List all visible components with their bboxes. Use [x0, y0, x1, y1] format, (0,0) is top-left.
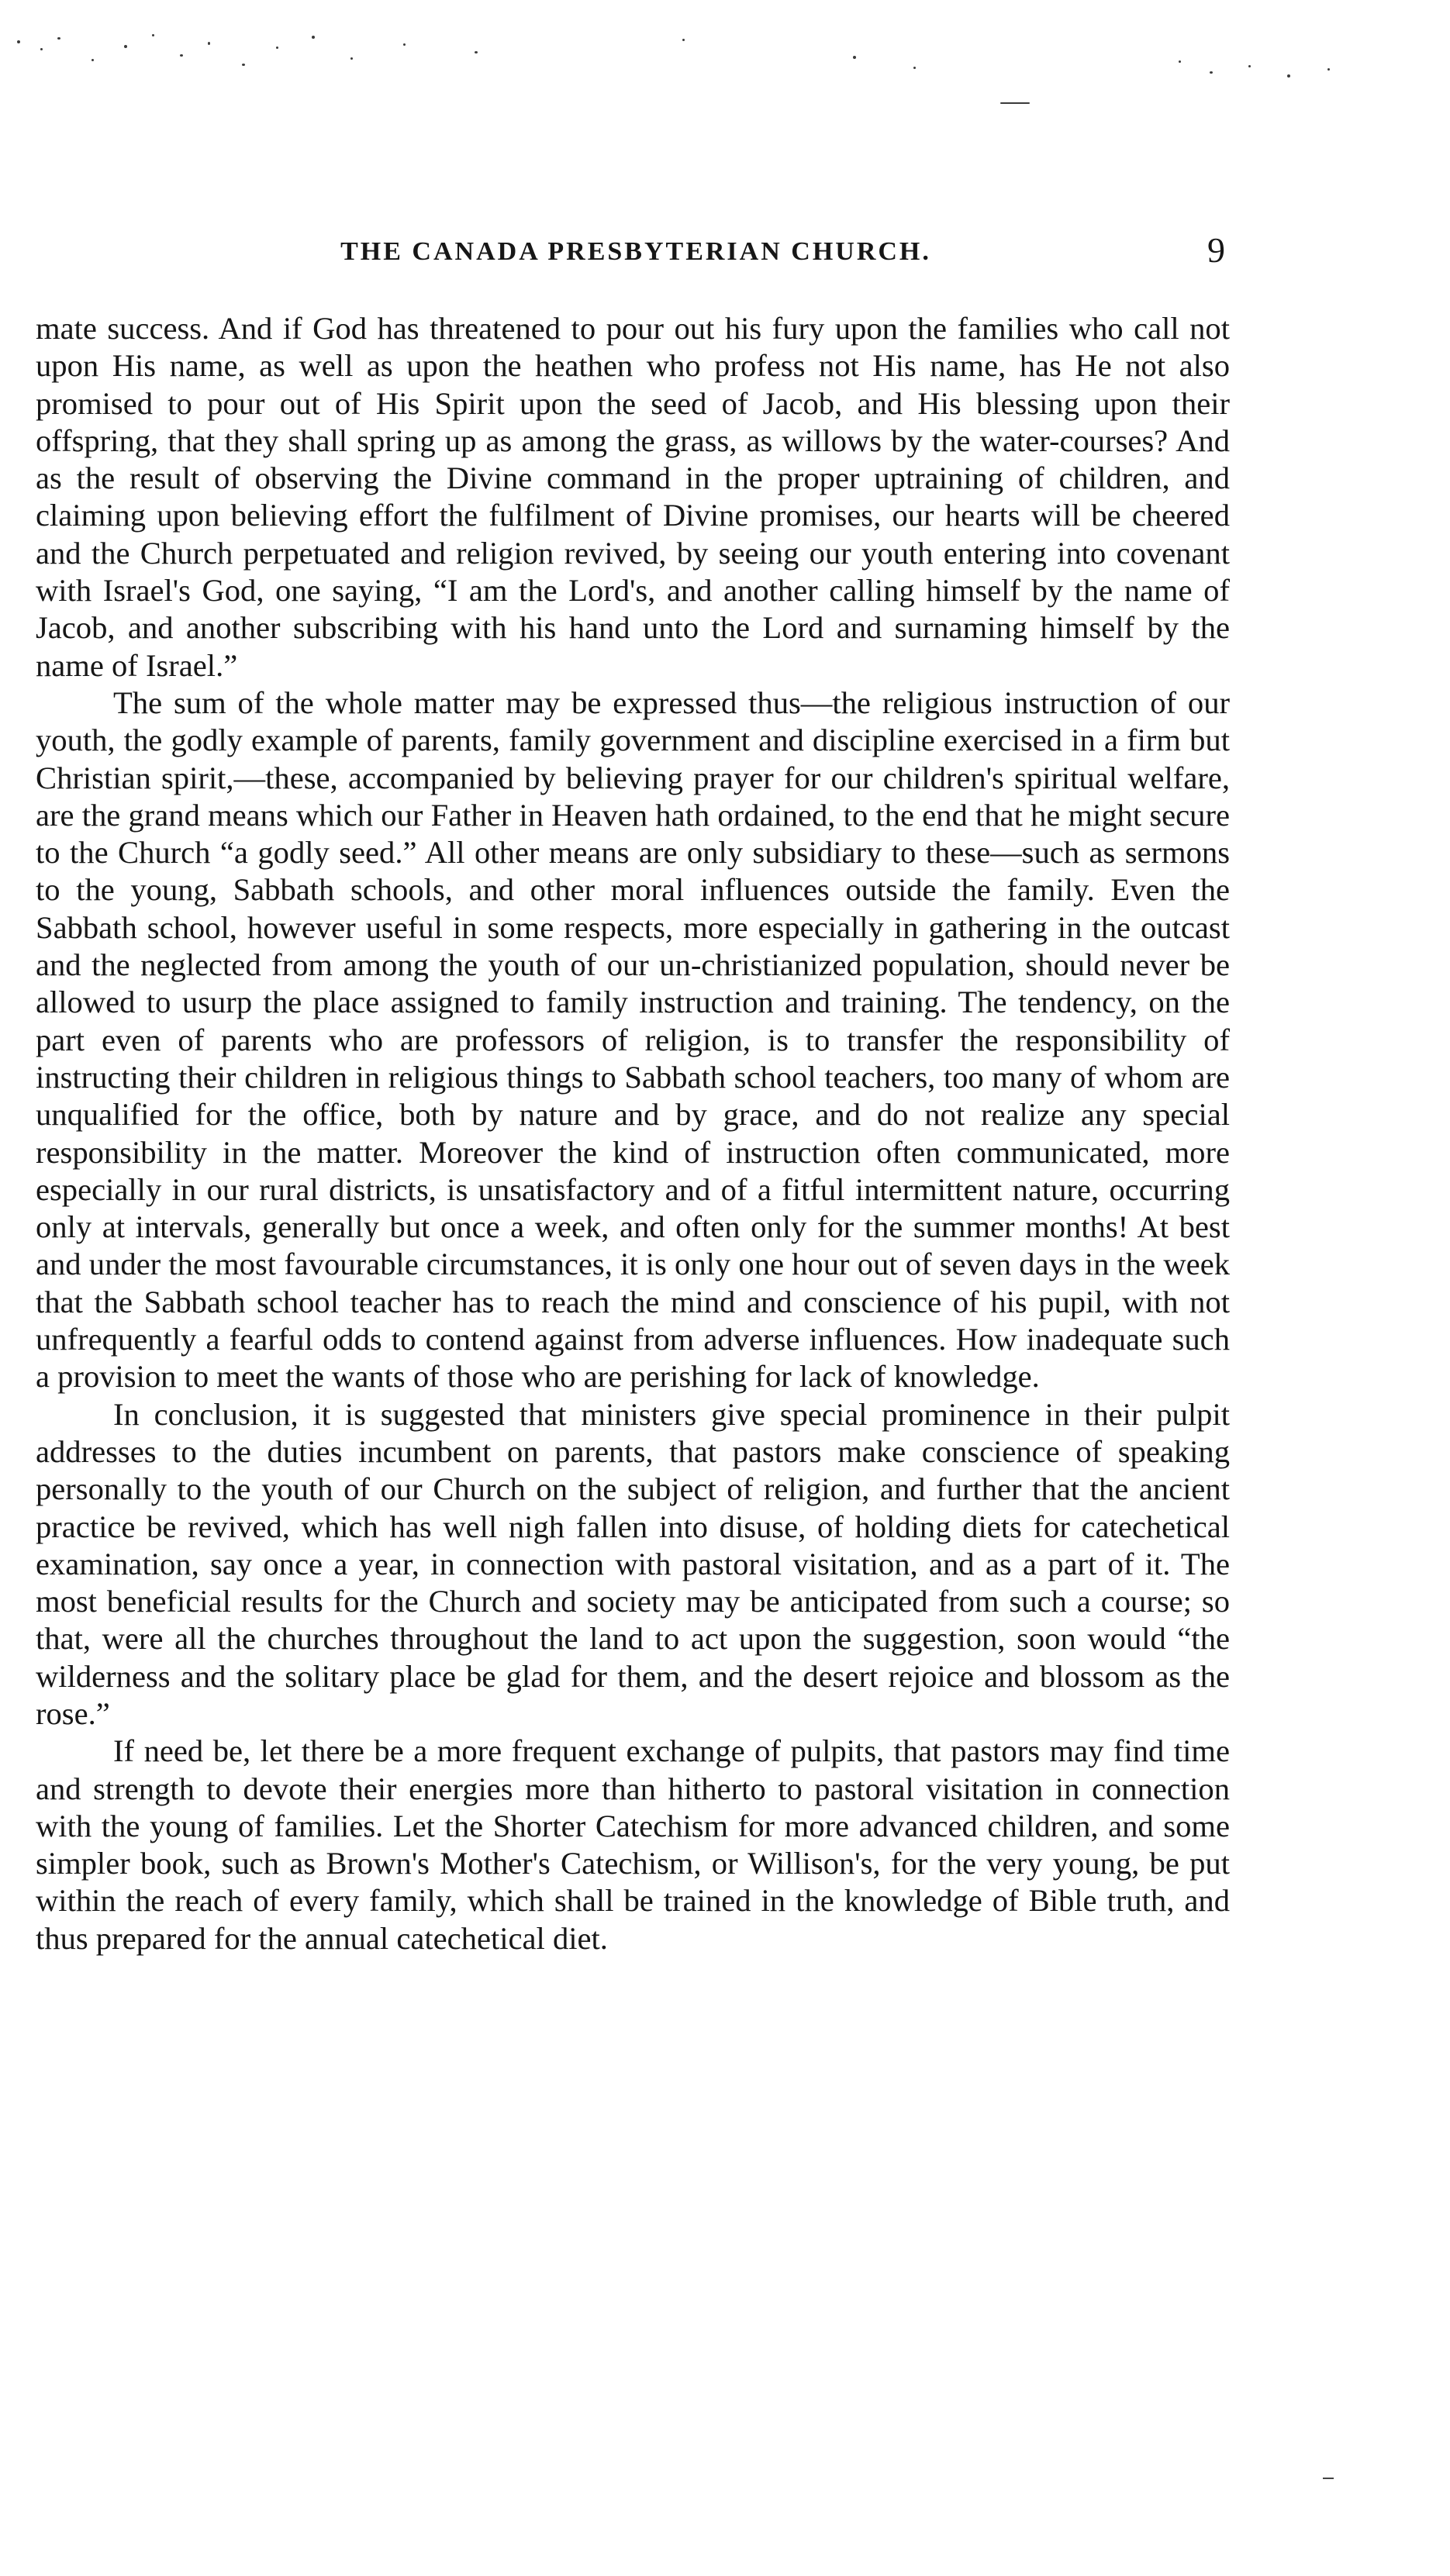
paragraph-continued: mate success. And if God has threatened to pour out his fury upon the families who call not upon His name, as well as upon the heathen who profess not His name, has He not also promised to pour out of His Spirit upon the seed of Jacob, and His blessing upon their offspring, that they shall spring up as among the grass, as willows by the water-courses? And as the result of observing the Divine command in the proper uptraining of children, and claiming upon believing effort the fulfilment of Divine promises, our hearts will be cheered and the Church perpetuated and religion revived, by seeing our youth entering into covenant with Israel's God, one saying, “I am the Lord's, and another calling himself by the name of Jacob, and another subscribing with his hand unto the Lord and surnaming himself by the name of Israel.”: [36, 311, 1230, 683]
page-header: [47, 229, 1225, 276]
paragraph: The sum of the whole matter may be expressed thus—the religious instruction of our youth, the godly example of parents, family government and discipline exercised in a firm but Christian spirit,—these, accompanied by believing prayer for our children's spiritual welfare, are the grand means which our Father in Heaven hath ordained, to the end that he might secure to the Church “a godly seed.” All other means are only subsidiary to these—such as sermons to the young, Sabbath schools, and other moral influences outside the family. Even the Sabbath school, however useful in some respects, more especially in gathering in the outcast and the neglected from among the youth of our un-christianized population, should never be allowed to usurp the place assigned to family instruction and training. The tendency, on the part even of parents who are professors of religion, is to transfer the responsibility of instructing their children in religious things to Sabbath school teachers, too many of whom are unqualified for the office, both by nature and by grace, and do not realize any special responsibility in the matter. Moreover the kind of instruction often communicated, more especially in our rural districts, is unsatisfactory and of a fitful intermittent nature, occurring only at intervals, generally but once a week, and often only for the summer months! At best and under the most favourable circumstances, it is only one hour out of seven days in the week that the Sabbath school teacher has to reach the mind and conscience of his pupil, with not unfrequently a fearful odds to contend against from adverse influences. How inadequate such a provision to meet the wants of those who are perishing for lack of knowledge.: [36, 685, 1230, 1395]
paragraph: If need be, let there be a more frequent exchange of pulpits, that pastors may find time and strength to devote their energies more than hitherto to pastoral visitation in connection with the young of families. Let the Shorter Catechism for more advanced children, and some simpler book, such as Brown's Mother's Catechism, or Willison's, for the very young, be put within the reach of every family, which shall be trained in the knowledge of Bible truth, and thus prepared for the annual catechetical diet.: [36, 1733, 1230, 1956]
paragraph: In conclusion, it is suggested that ministers give special prominence in their pulpit addresses to the duties incumbent on parents, that pastors make conscience of speaking personally to the youth of our Church on the subject of religion, and further that the ancient practice be revived, which has well nigh fallen into disuse, of holding diets for catechetical examination, say once a year, in connection with pastoral visitation, and as a part of it. The most beneficial results for the Church and society may be anticipated from such a course; so that, were all the churches throughout the land to act upon the suggestion, soon would “the wilderness and the solitary place be glad for them, and the desert rejoice and blossom as the rose.”: [36, 1396, 1230, 1731]
body-text: [36, 310, 1230, 1957]
running-head: THE CANADA PRESBYTERIAN CHURCH.: [340, 237, 931, 266]
scan-mark: [1323, 2478, 1334, 2479]
page-number: 9: [1207, 230, 1225, 270]
